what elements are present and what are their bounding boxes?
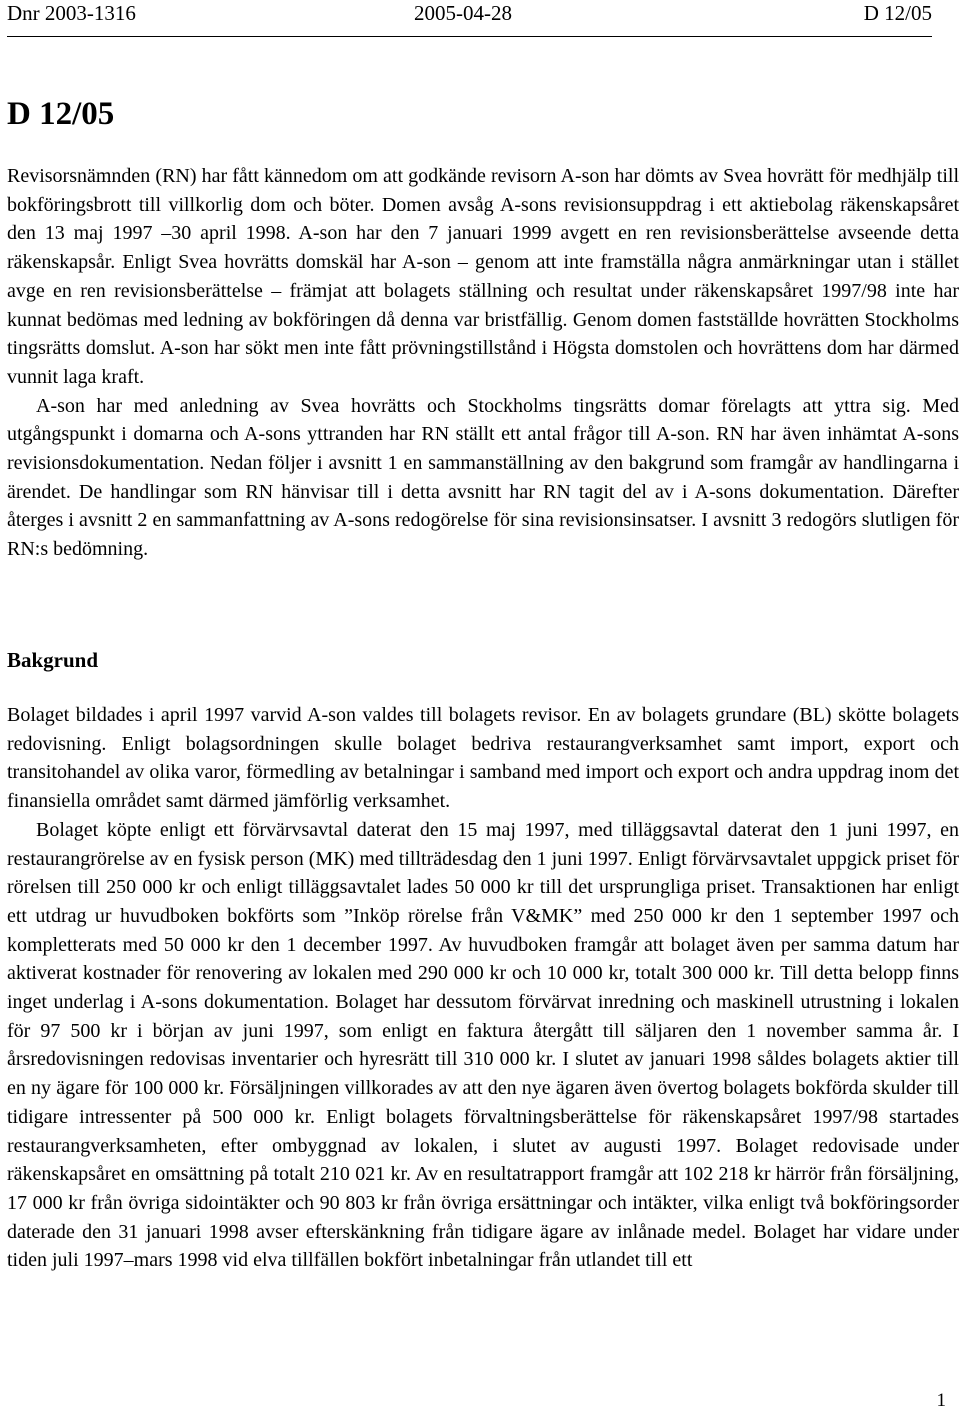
header-diary-number: Dnr 2003-1316 — [7, 1, 136, 25]
intro-paragraph-2: A-son har med anledning av Svea hovrätts och Stockholms tingsrätts domar förelagts att yttra sig. Med utgångspunkt i domarna och A-sons yttranden har RN ställt ett antal frågor till A-son. RN har även inhämtat A-sons revisionsdokumentation. Nedan följer i avsnitt 1 en sammanställning av den bakgrund som framgår av handlingarna i ärendet. De handlingar som RN hänvisar till i detta avsnitt har RN tagit del av i A-sons dokumentation. Därefter återges i avsnitt 2 en sammanfattning av A-sons redogörelse för sina revisionsinsatser. I avsnitt 3 redogörs slutligen för RN:s bedömning. — [7, 394, 959, 561]
intro-section — [7, 162, 959, 564]
header-date: 2005-04-28 — [414, 1, 512, 25]
intro-paragraph-1: Revisorsnämnden (RN) har fått kännedom om att godkände revisorn A-son har dömts av Svea hovrätt för medhjälp till bokföringsbrott till villkorlig dom och böter. Domen avsåg A-sons revisionsuppdrag i ett aktiebolag räkenskapsåret den 13 maj 1997 –30 april 1998. A-son har den 7 januari 1999 avgett en ren revisionsberättelse avseende detta räkenskapsår. Enligt Svea hovrätts domskäl har A-son – genom att inte framställa några anmärkningar utan i stället avge en ren revisionsberättelse – främjat att bolagets ställning och resultat under räkenskapsåret 1997/98 inte har kunnat bedömas med ledning av bokföringen då denna var bristfällig. Genom domen fastställde hovrätten Stockholms tingsrätts domslut. A-son har sökt men inte fått prövningstillstånd i Högsta domstolen och hovrättens dom har därmed vunnit laga kraft. — [7, 165, 959, 388]
page-header — [7, 0, 932, 37]
bakgrund-section — [7, 701, 959, 1275]
bakgrund-paragraph-2: Bolaget köpte enligt ett förvärvsavtal daterat den 15 maj 1997, med tilläggsavtal daterat den 1 juni 1997, en restaurangrörelse av en fysisk person (MK) med tillträdesdag den 1 juni 1997. Enligt förvärvsavtalet uppgick priset för rörelsen till 250 000 kr och enligt tilläggsavtalet lades 50 000 kr till det ursprungliga priset. Transaktionen har enligt ett utdrag ur huvudboken bokförts som ”Inköp rörelse från V&MK” med 250 000 kr den 1 september 1997 och kompletterats med 50 000 kr den 1 december 1997. Av huvudboken framgår att bolaget även per samma datum har aktiverat kostnader för renovering av lokalen med 290 000 kr och 10 000 kr, totalt 300 000 kr. Till detta belopp finns inget underlag i A-sons dokumentation. Bolaget har dessutom förvärvat inredning och maskinell utrustning i lokalen för 97 500 kr i början av juni 1997, som enligt en faktura återgått till säljaren den 1 november samma år. I årsredovisningen redovisas inventarier och hyresrätt till 310 000 kr. I slutet av januari 1998 såldes bolagets aktier till en ny ägare för 100 000 kr. Försäljningen villkorades av att den nye ägaren även övertog bolagets bokförda skulder till tidigare intressenter på 500 000 kr. Enligt bolagets förvaltningsberättelse för räkenskapsåret 1997/98 startades restaurangverksamheten, efter ombyggnad av lokalen, i slutet av augusti 1997. Bolaget redovisade under räkenskapsåret en omsättning på totalt 210 021 kr. Av en resultatrapport framgår att 102 218 kr härrör från försäljning, 17 000 kr från övriga sidointäkter och 90 803 kr från övriga ersättningar och intäkter, vilka enligt två bokföringsorder daterade den 31 januari 1998 avser efterskänkning från tidigare ägare av inlånade medel. Bolaget har vidare under tiden juli 1997–mars 1998 vid elva tillfällen bokfört inbetalningar från utlandet till ett — [7, 818, 959, 1272]
page-number: 1 — [936, 1390, 946, 1411]
document-title: D 12/05 — [7, 96, 115, 132]
header-case-number: D 12/05 — [863, 1, 932, 25]
section-heading-bakgrund: Bakgrund — [7, 648, 99, 672]
bakgrund-paragraph-1: Bolaget bildades i april 1997 varvid A-son valdes till bolagets revisor. En av bolagets grundare (BL) skötte bolagets redovisning. Enligt bolagsordningen skulle bolaget bedriva restaurangverksamhet samt import, export och transitohandel av olika varor, förmedling av betalningar i samband med import och export och andra uppdrag inom det finansiella området samt därmed jämförlig verksamhet. — [7, 704, 959, 813]
